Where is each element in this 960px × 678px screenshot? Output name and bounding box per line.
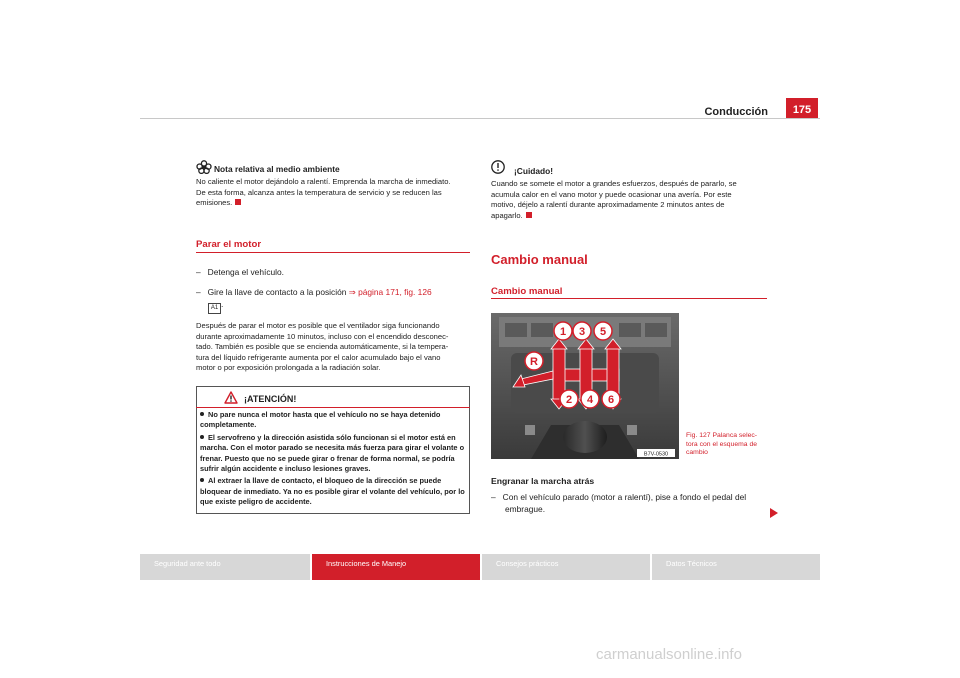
- warning-divider: [196, 407, 470, 408]
- gear-label-2: 2: [565, 394, 573, 406]
- caution-title: ¡Cuidado!: [514, 166, 554, 176]
- gear-label-1: 1: [559, 326, 567, 338]
- gear-label-5: 5: [599, 326, 607, 338]
- end-marker-icon: [235, 199, 241, 205]
- warning-item: El servofreno y la dirección asistida sólo funcionan si el motor está en marcha. Con el motor parado se necesita más fuerza para girar el volante o frenar. Puesto que no se puede girar o frenar de forma normal, se podría sufrir algún accidente e incluso lesiones graves.: [200, 432, 465, 474]
- caution-text: Cuando se somete el motor a grandes esfuerzos, después de pararlo, se acumula calor en el vano motor y puede ocasionar una avería. Por este motivo, déjelo a ralentí durante aproximadamente 2 minutos antes de apagarlo.: [491, 179, 737, 220]
- gear-label-3: 3: [578, 326, 586, 338]
- step-2-ref: A1 .: [208, 298, 223, 314]
- nav-item-seguridad[interactable]: Seguridad ante todo: [154, 559, 221, 568]
- gear-label-4: 4: [586, 394, 594, 406]
- section-heading-parar: Parar el motor: [196, 239, 262, 250]
- triangle-right-icon[interactable]: [770, 505, 778, 523]
- end-marker-icon: [526, 212, 532, 218]
- page-number: 175: [786, 98, 818, 118]
- figure-caption: Fig. 127 Palanca selec- tora con el esquema de cambio: [686, 432, 758, 457]
- step-2: – Gire la llave de contacto a la posición ⇒ página 171, fig. 126: [196, 287, 432, 297]
- nav-item-datos[interactable]: Datos Técnicos: [666, 559, 717, 568]
- warning-items: [200, 410, 470, 508]
- chapter-heading: Cambio manual: [491, 252, 588, 267]
- env-note-title: Nota relativa al medio ambiente: [214, 164, 340, 174]
- warning-title: ¡ATENCIÓN!: [244, 394, 297, 404]
- page-header-title: Conducción: [704, 106, 768, 118]
- section-divider: [196, 252, 470, 253]
- figure-code: B7V-0530: [643, 451, 669, 458]
- subheading-reverse: Engranar la marcha atrás: [491, 476, 595, 486]
- step-1: – Detenga el vehículo.: [196, 267, 285, 277]
- nav-item-consejos[interactable]: Consejos prácticos: [496, 559, 559, 568]
- warning-item: Al extraer la llave de contacto, el bloqueo de la dirección se puede bloquear de inmediato. Ya no es posible girar el volante del vehículo, por lo que existe peligro de accidente.: [200, 476, 465, 507]
- gear-label-6: 6: [607, 394, 615, 406]
- page-link[interactable]: ⇒ página 171, fig. 126: [348, 287, 432, 297]
- gear-shift-figure: [491, 313, 679, 459]
- reference-badge: A1: [208, 303, 221, 314]
- nav-item-instrucciones[interactable]: Instrucciones de Manejo: [312, 554, 480, 580]
- header-divider: [140, 118, 820, 119]
- reverse-step: – Con el vehículo parado (motor a ralentí), pise a fondo el pedal del embrague.: [491, 492, 747, 514]
- gear-label-r: R: [530, 356, 538, 368]
- caution-circle-icon: [491, 160, 505, 179]
- watermark: carmanualsonline.info: [596, 646, 742, 663]
- section-heading-cambio: Cambio manual: [491, 286, 563, 297]
- env-note-text: No caliente el motor dejándolo a ralentí. Emprenda la marcha de inmediato. De esta forma, alcanza antes la temperatura de servicio y se reducen las emisiones.: [196, 177, 451, 208]
- bottom-nav: [140, 554, 820, 580]
- warning-item: No pare nunca el motor hasta que el vehículo no se haya detenido completamente.: [200, 410, 441, 430]
- section-divider: [491, 298, 767, 299]
- stop-paragraph: Después de parar el motor es posible que el ventilador siga funcionando durante aproximadamente 10 minutos, incluso con el encendido desconec- tado. También es posible que se encienda automáticamente, si la tempera- tura del líquido refrigerante aumenta por el calor acumulado bajo el vano motor o por exposición prolongada a la radiación solar.: [196, 321, 449, 373]
